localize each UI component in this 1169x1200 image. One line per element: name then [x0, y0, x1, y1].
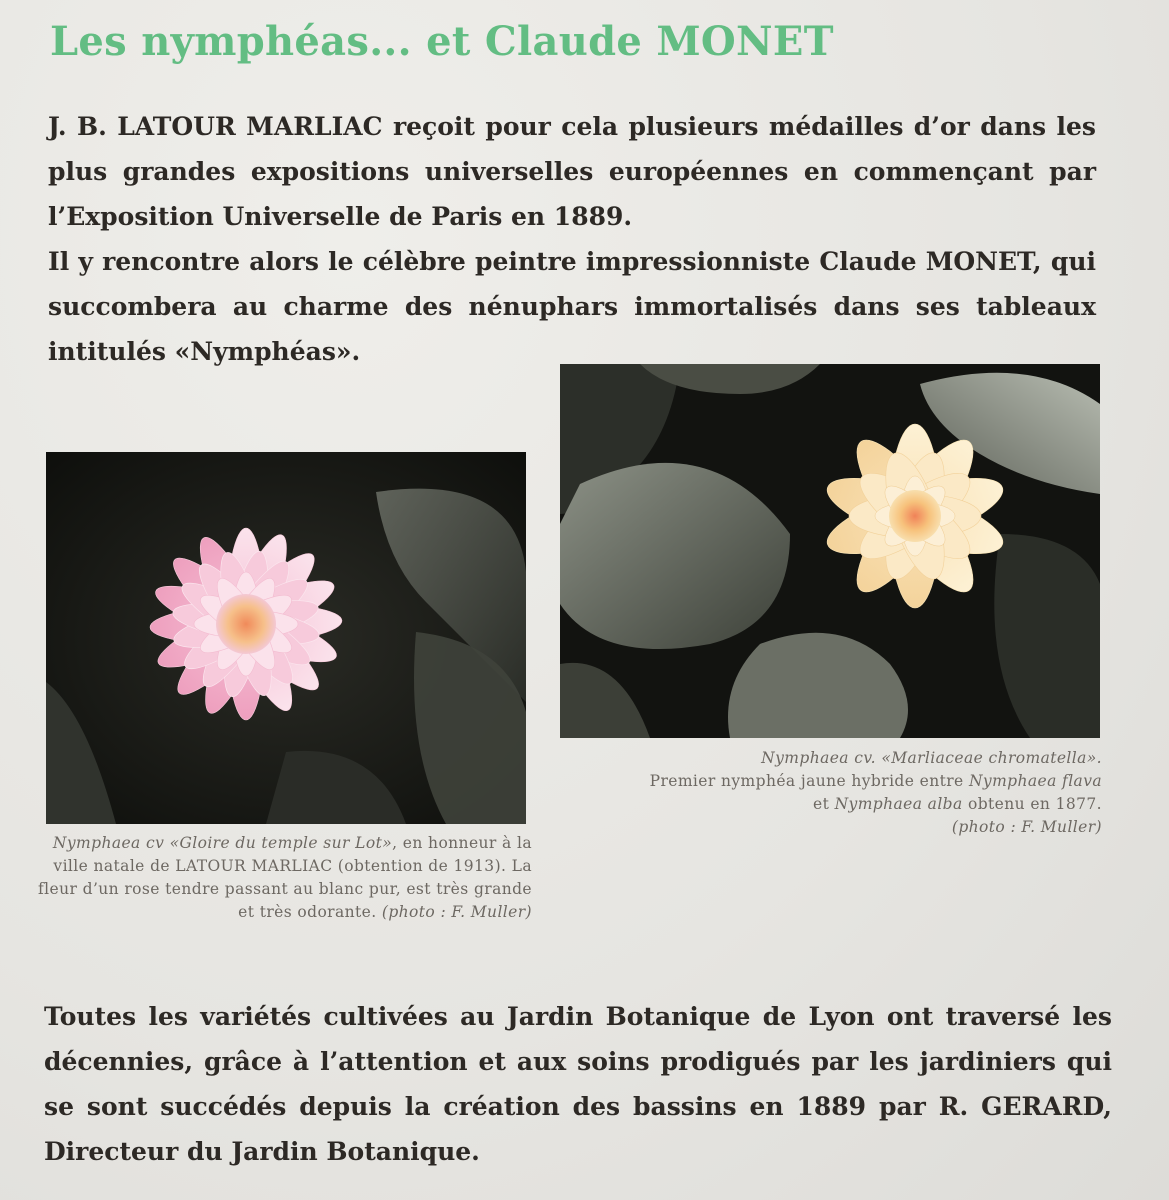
latour-marliac-name: J. B. LATOUR MARLIAC: [48, 112, 383, 141]
caption-right-text-a: Premier nymphéa jaune hybride entre: [649, 772, 969, 790]
caption-pink-water-lily: [20, 832, 532, 924]
outro-paragraph: [44, 994, 1112, 1174]
intro-paragraph-2-text-a: Il y rencontre alors le célèbre peintre impressionniste Claude: [48, 247, 926, 276]
intro-paragraph-1: [48, 104, 1096, 239]
caption-yellow-water-lily: [540, 747, 1102, 839]
outro-text-b: , Directeur du Jardin Botanique.: [44, 1092, 1112, 1166]
caption-right-italic-b: Nymphaea flava: [968, 772, 1102, 790]
caption-right-italic-c: Nymphaea alba: [834, 795, 963, 813]
intro-paragraph-2: [48, 239, 1096, 374]
caption-left-credit: (photo : F. Muller): [381, 903, 532, 921]
monet-name: MONET: [925, 247, 1033, 276]
caption-right-italic: Nymphaea cv. «Marliaceae chromatella».: [761, 749, 1102, 767]
outro-text-a: Toutes les variétés cultivées au Jardin Botanique de Lyon ont traversé les décennies, grâce à l’attention et aux soins prodigués par les jardiniers qui se sont succédés depuis la création des bassins en 1889 par: [44, 1002, 1112, 1121]
caption-left-italic: Nymphaea cv «Gloire du temple sur Lot»: [52, 834, 393, 852]
intro-paragraph-1-text: reçoit pour cela plusieurs médailles d’or dans les plus grandes expositions universelles européennes en commençant par l’Exposition Universelle de Paris en 1889.: [48, 112, 1096, 231]
caption-left-text: , en honneur à la ville natale de LATOUR MARLIAC (obtention de 1913). La fleur d’un rose tendre passant au blanc pur, est très grande et très odorante.: [38, 834, 532, 921]
yellow-water-lily-image: [560, 364, 1100, 738]
photo-pink-water-lily: [46, 452, 526, 824]
page-title: Les nymphéas... et Claude MONET: [50, 18, 834, 65]
photo-yellow-water-lily: [560, 364, 1100, 738]
pink-water-lily-image: [46, 452, 526, 824]
gerard-name: R. GERARD: [938, 1092, 1104, 1121]
caption-right-credit: (photo : F. Muller): [951, 818, 1102, 836]
outro-text: [44, 994, 1112, 1174]
caption-right-text-b: et: [813, 795, 835, 813]
intro-paragraph-2-text-b: , qui succombera au charme des nénuphars immortalisés dans ses tableaux intitulés «Nymphéas».: [48, 247, 1096, 366]
caption-right-text-c: obtenu en 1877.: [962, 795, 1102, 813]
intro-text: [48, 104, 1096, 374]
